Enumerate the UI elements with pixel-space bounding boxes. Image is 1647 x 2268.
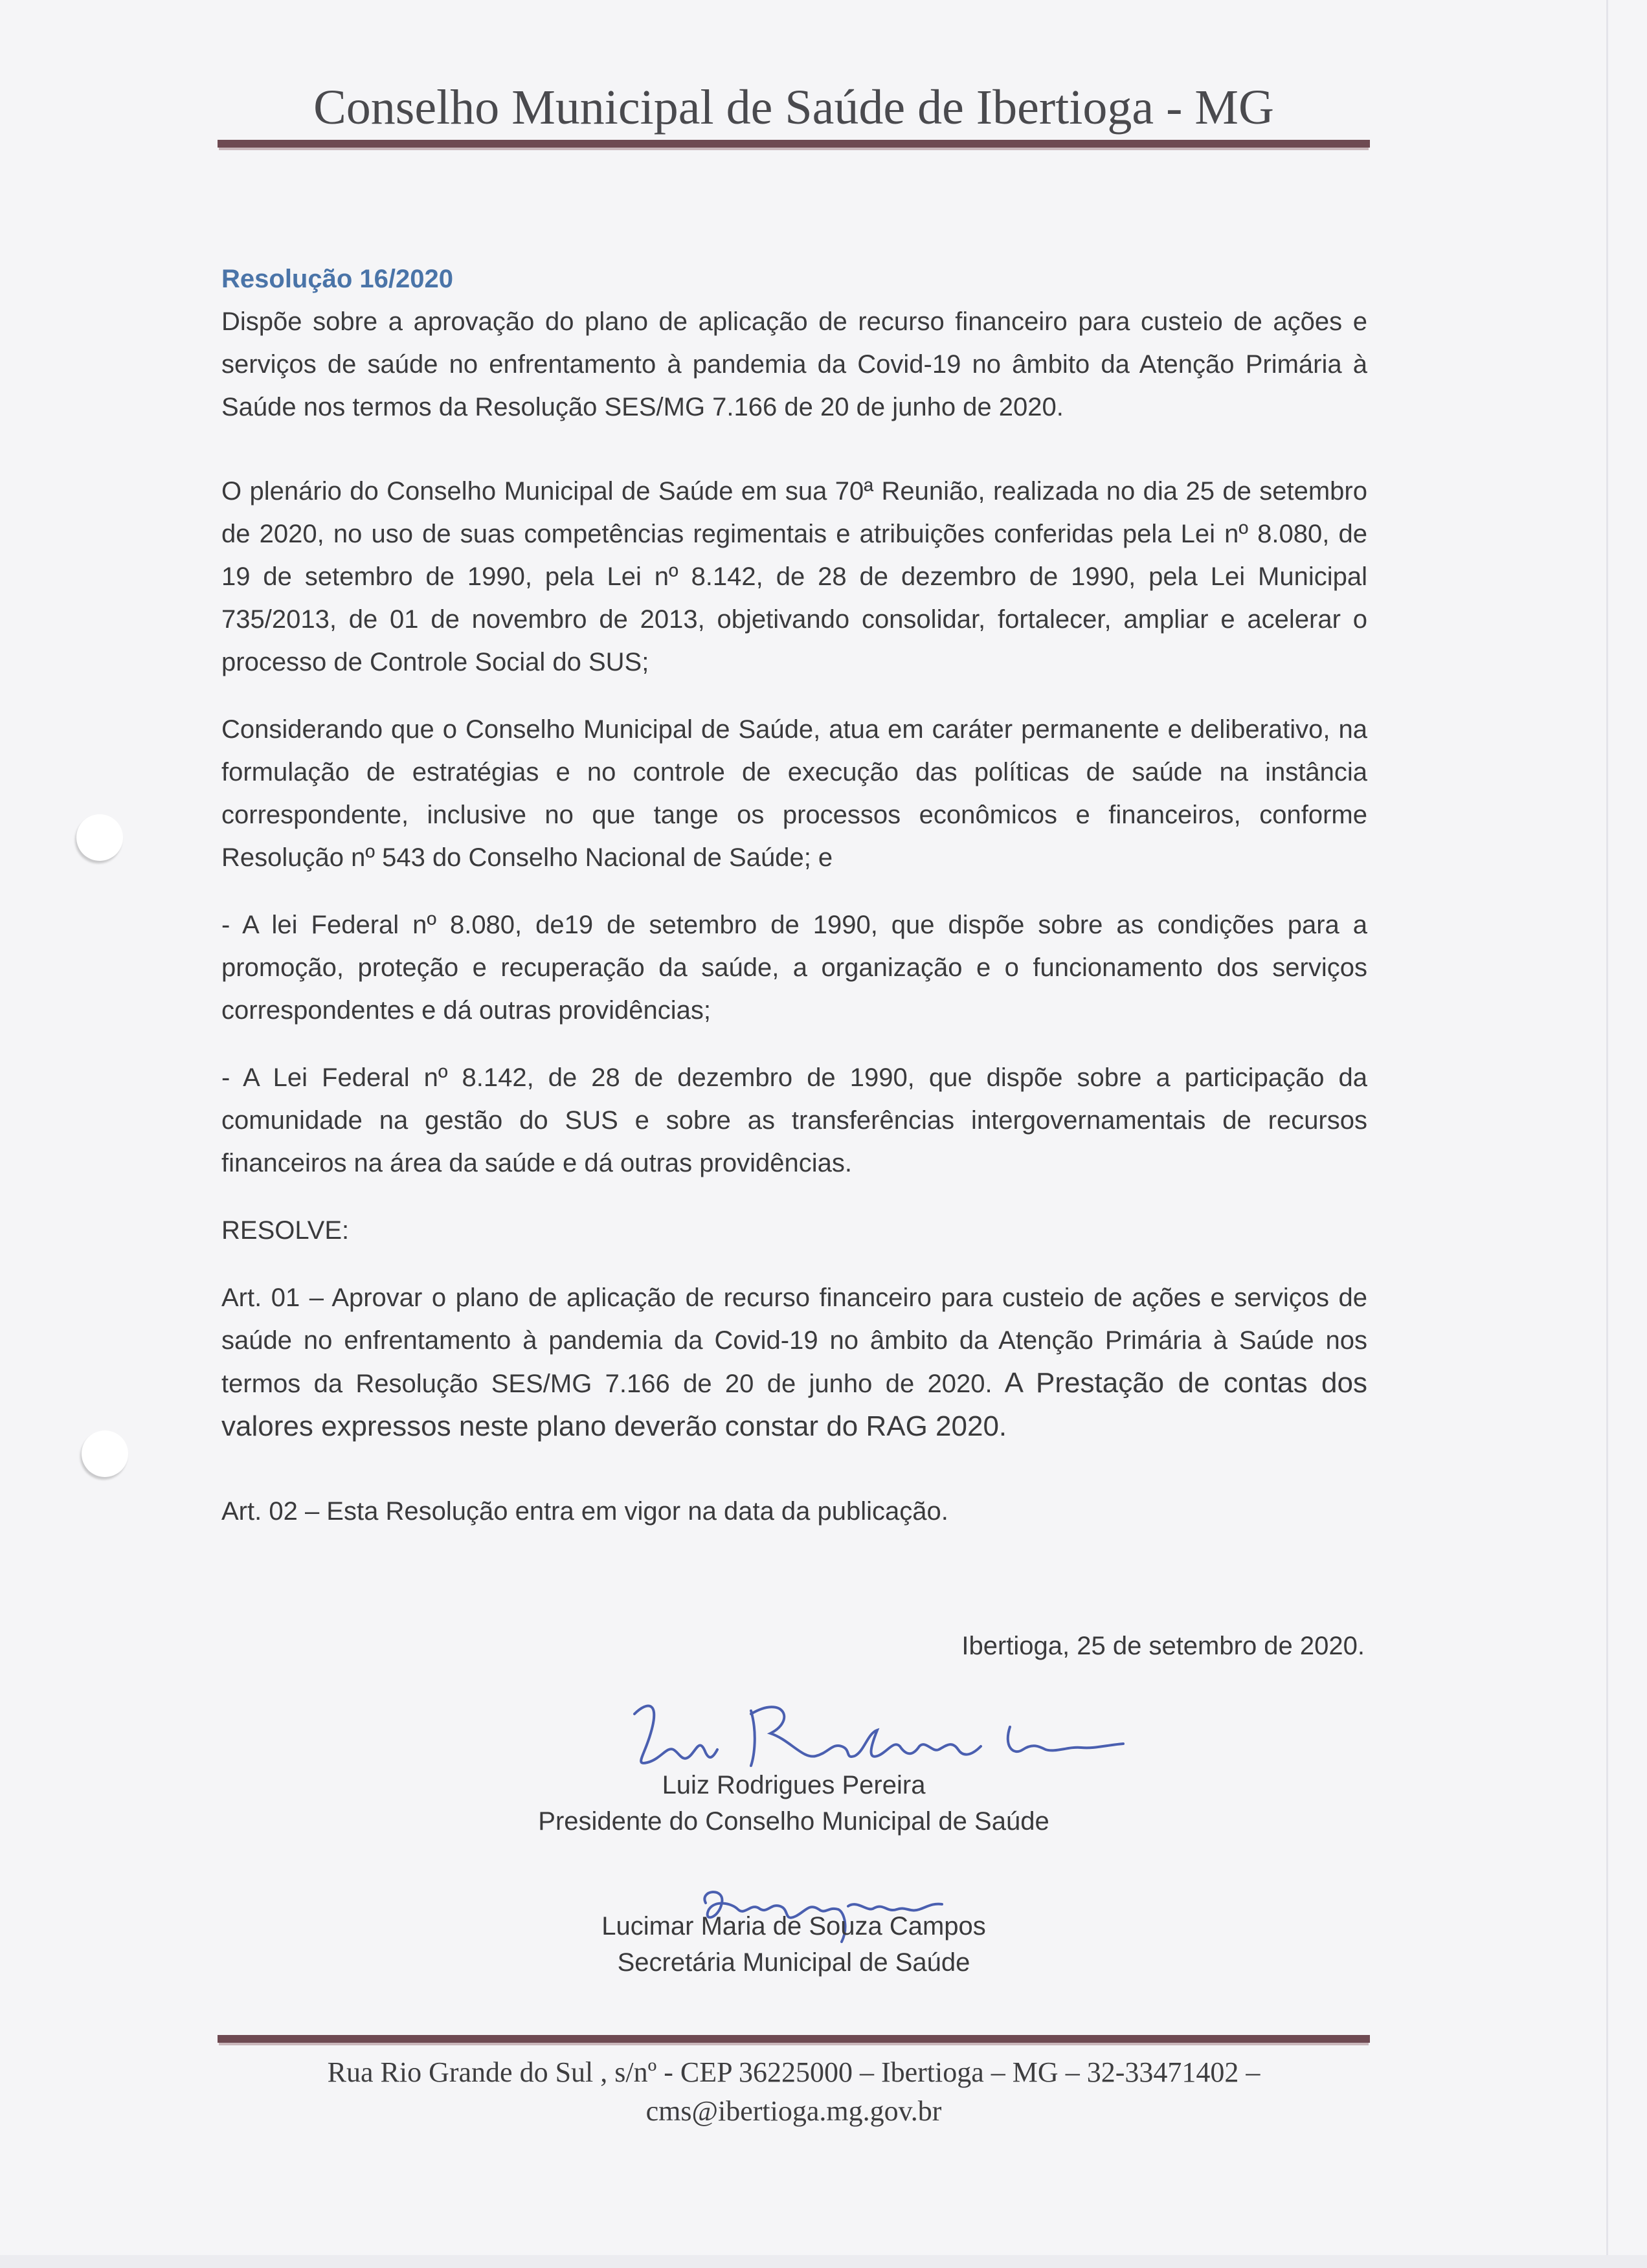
considering-paragraph: Considerando que o Conselho Municipal de Saúde, atua em caráter permanente e deliberativo, na formulação de estratégias e no controle de execução das políticas de saúde na instância correspondente, inclusive no que tange os processos econômicos e financeiros, conforme Resolução nº 543 do Conselho Nacional de Saúde; e xyxy=(221,715,1367,872)
resolution-body xyxy=(221,258,1367,1533)
page-bottom-shadow xyxy=(0,2255,1647,2268)
footer-rule xyxy=(218,2035,1370,2043)
resolve-heading: RESOLVE: xyxy=(221,1216,350,1245)
footer-address: Rua Rio Grande do Sul , s/nº - CEP 36225000 – Ibertioga – MG – 32-33471402 – xyxy=(327,2056,1260,2088)
resolution-ementa: Dispõe sobre a aprovação do plano de aplicação de recurso financeiro para custeio de ações e serviços de saúde no enfrentamento à pandemia da Covid-19 no âmbito da Atenção Primária à Saúde nos termos da Resolução SES/MG 7.166 de 20 de junho de 2020. xyxy=(221,307,1367,421)
article-2: Art. 02 – Esta Resolução entra em vigor na data da publicação. xyxy=(221,1497,948,1526)
punch-hole xyxy=(76,814,123,861)
letterhead-rule xyxy=(218,140,1370,148)
preamble-paragraph: O plenário do Conselho Municipal de Saúde em sua 70ª Reunião, realizada no dia 25 de setembro de 2020, no uso de suas competências regimentais e atribuições conferidas pela Lei nº 8.080, de 19 de setembro de 1990, pela Lei nº 8.142, de 28 de dezembro de 1990, pela Lei Municipal 735/2013, de 01 de novembro de 2013, objetivando consolidar, fortalecer, ampliar e acelerar o processo de Controle Social do SUS; xyxy=(221,477,1367,676)
article-1-text: Aprovar o plano de aplicação de recurso financeiro para custeio de ações e serviços de saúde no enfrentamento à pandemia da Covid-19 no âmbito da Atenção Primária à Saúde nos termos da Resolução SES/MG 7.166 de 20 de junho de 2020. xyxy=(221,1284,1367,1398)
signatory-role: Secretária Municipal de Saúde xyxy=(617,1948,970,1977)
punch-hole xyxy=(82,1430,128,1477)
signatory-name: Luiz Rodrigues Pereira xyxy=(662,1771,926,1799)
page-edge xyxy=(1606,0,1608,2268)
place-date: Ibertioga, 25 de setembro de 2020. xyxy=(961,1632,1365,1660)
letterhead-title: Conselho Municipal de Saúde de Ibertioga - MG xyxy=(313,80,1274,135)
signatory-president xyxy=(218,1767,1370,1840)
law-8080-paragraph: - A lei Federal nº 8.080, de19 de setembro de 1990, que dispõe sobre as condições para a promoção, proteção e recuperação da saúde, a organização e o funcionamento dos serviços correspondentes e dá outras providências; xyxy=(221,911,1367,1025)
signatory-name: Lucimar Maria de Souza Campos xyxy=(601,1912,986,1940)
article-1-lead: Art. 01 – xyxy=(221,1284,332,1312)
article-1 xyxy=(221,1276,1367,1449)
footer-email: cms@ibertioga.mg.gov.br xyxy=(645,2095,942,2127)
article-1-addendum: A Prestação de contas dos valores expressos neste plano deverão constar do RAG 2020. xyxy=(221,1367,1367,1442)
signatory-role: Presidente do Conselho Municipal de Saúde xyxy=(538,1807,1049,1836)
signatory-secretary xyxy=(218,1908,1370,1981)
resolution-title: Resolução 16/2020 xyxy=(221,265,453,293)
letterhead-footer xyxy=(218,2053,1370,2131)
law-8142-paragraph: - A Lei Federal nº 8.142, de 28 de dezembro de 1990, que dispõe sobre a participação da comunidade na gestão do SUS e sobre as transferências intergovernamentais de recursos financeiros na área da saúde e dá outras providências. xyxy=(221,1063,1367,1177)
